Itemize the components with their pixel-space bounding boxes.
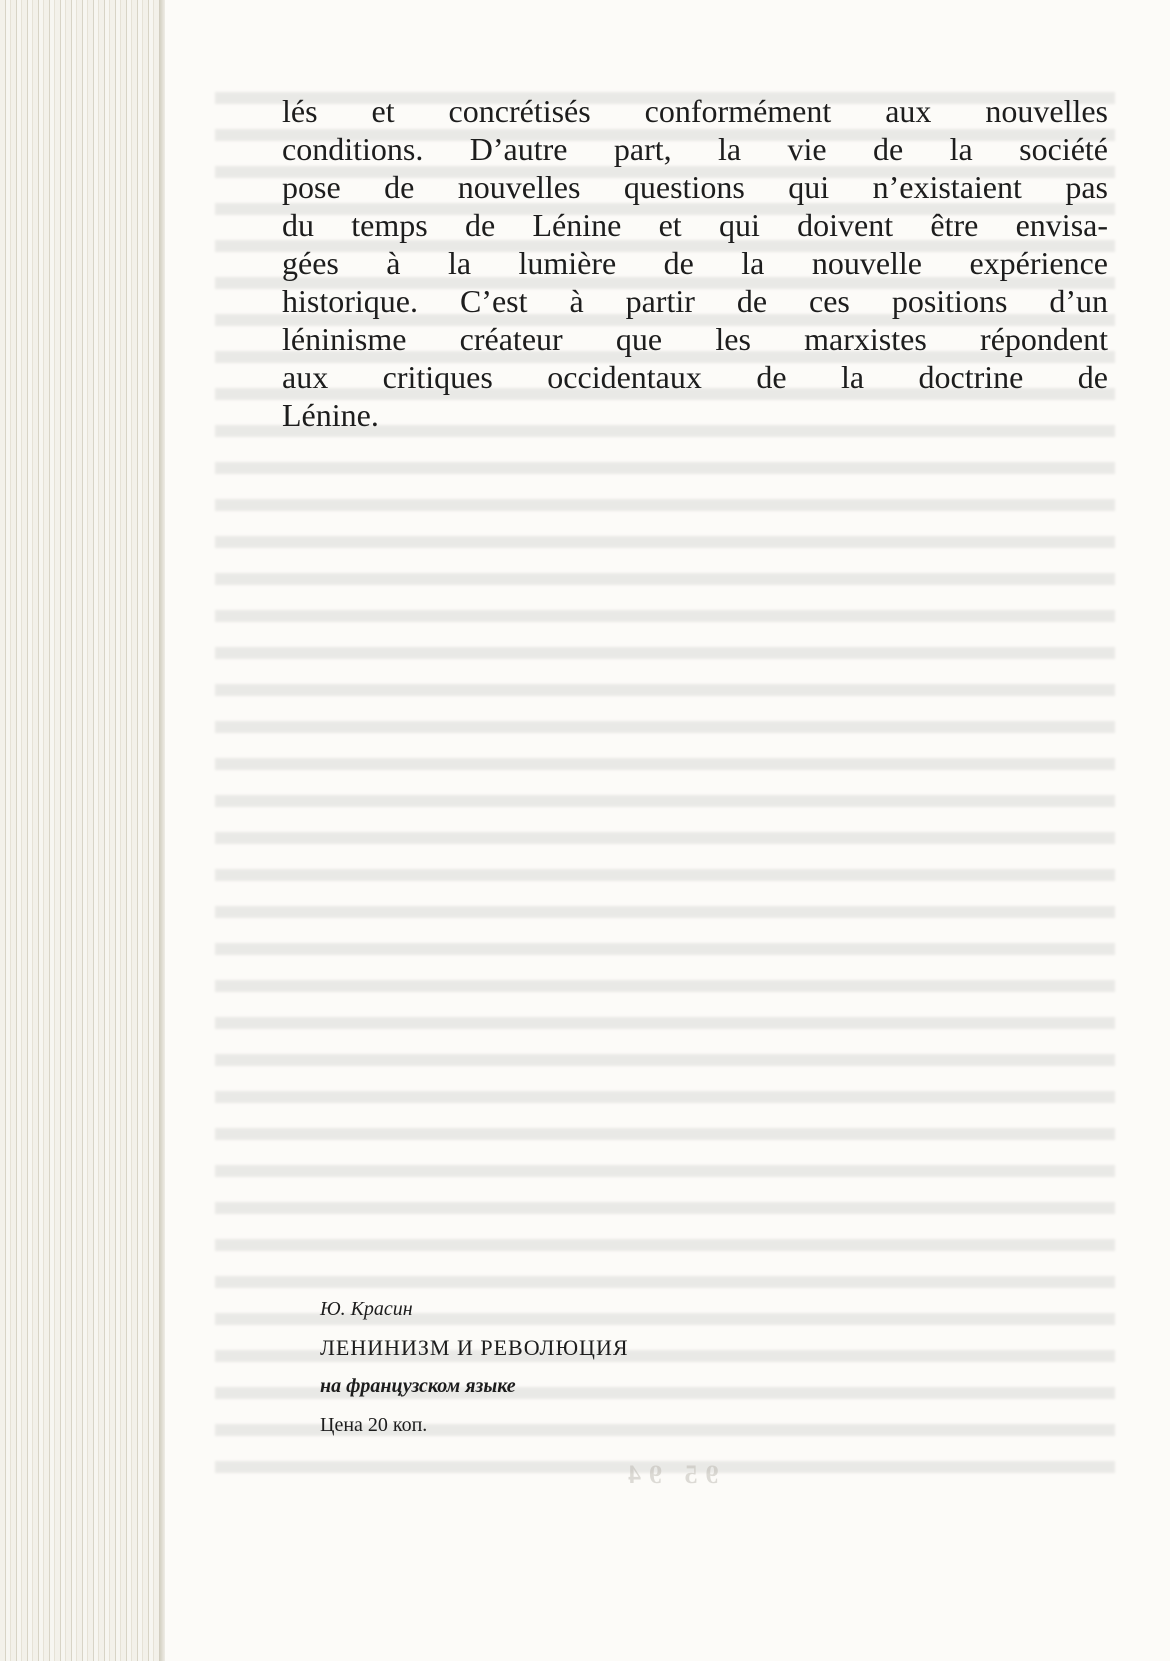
colophon [320,1298,760,1437]
text-line: pose de nouvelles questions qui n’existaient pas [282,169,1108,205]
body-text [282,92,1108,434]
edition-language: на французском языке [320,1375,516,1397]
price-label: Цена 20 коп. [320,1414,428,1436]
text-line: historique. C’est à partir de ces positions d’un [282,283,1108,319]
text-line: conditions. D’autre part, la vie de la société [282,131,1108,167]
text-line: aux critiques occidentaux de la doctrine de [282,359,1108,395]
book-title: ЛЕНИНИЗМ И РЕВОЛЮЦИЯ [320,1335,629,1360]
text-line: gées à la lumière de la nouvelle expérience [282,245,1108,281]
author-name: Ю. Красин [320,1298,413,1320]
show-through-page-number: 95 94 [620,1460,719,1489]
text-line: Lénine. [282,397,379,433]
text-line: du temps de Lénine et qui doivent être envisa- [282,207,1108,243]
text-line: léninisme créateur que les marxistes répondent [282,321,1108,357]
text-line: lés et concrétisés conformément aux nouvelles [282,93,1108,129]
page-edges [0,0,165,1661]
